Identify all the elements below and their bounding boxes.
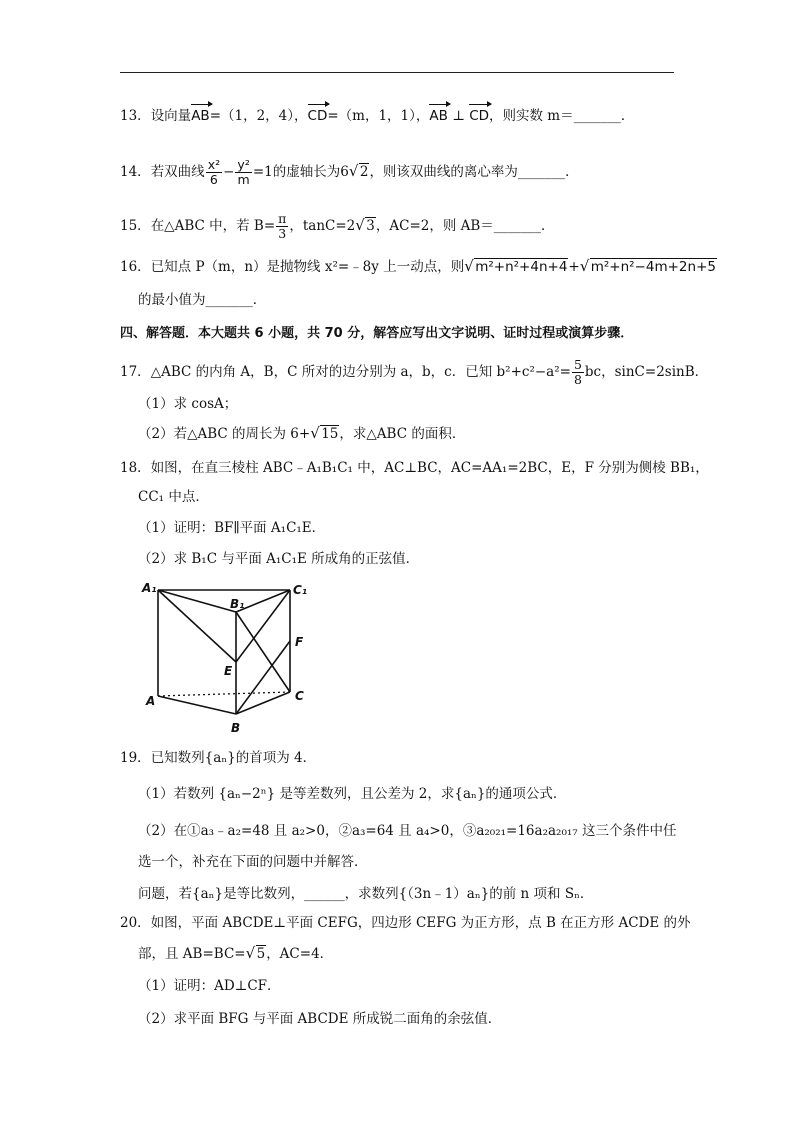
text: 部，且 AB=BC=	[138, 946, 246, 962]
text: =（m，1，1），	[327, 108, 430, 124]
radicand: 2	[359, 164, 369, 180]
question-18-part-1: （1）证明：BF∥平面 A₁C₁E．	[138, 520, 326, 536]
label-b1: B₁	[230, 597, 245, 611]
question-19-cont: 选一个，补充在下面的问题中并解答．	[138, 854, 368, 870]
section-heading: 四、解答题．本大题共 6 小题，共 70 分，解答应写出文字说明、证时过程或演算步骤．	[120, 326, 634, 341]
radicand: 5	[256, 946, 266, 962]
numerator: x²	[207, 157, 221, 172]
question-18-cont: CC₁ 中点．	[138, 489, 209, 505]
header-rule	[120, 72, 674, 73]
question-20-part-1: （1）证明：AD⊥CF．	[138, 978, 281, 994]
sqrt	[246, 944, 267, 964]
label-b: B	[231, 721, 241, 735]
question-17	[120, 358, 708, 387]
sqrt	[464, 257, 568, 277]
label-f: F	[295, 635, 304, 649]
text: ，tanC=2	[289, 218, 356, 234]
question-13	[120, 106, 634, 126]
question-20-cont	[138, 944, 333, 964]
sqrt	[310, 424, 339, 444]
numerator: y²	[237, 157, 250, 172]
question-15	[120, 212, 555, 241]
question-17-part-1: （1）求 cosA；	[138, 396, 238, 412]
text: 若双曲线	[150, 164, 205, 180]
question-18	[120, 458, 709, 478]
denominator: 6	[209, 172, 218, 187]
question-19	[120, 748, 316, 768]
question-16	[120, 257, 717, 277]
minus: −	[223, 164, 235, 180]
question-17-part-2	[138, 424, 465, 444]
plus: +	[568, 259, 580, 275]
question-18-part-2: （2）求 B₁C 与平面 A₁C₁E 所成角的正弦值．	[138, 551, 420, 567]
text: 设向量	[150, 108, 192, 124]
question-20	[120, 913, 691, 933]
sqrt	[580, 257, 717, 277]
denominator: 3	[278, 226, 287, 241]
radicand: m²+n²+4n+4	[475, 259, 568, 275]
numerator: 5	[573, 357, 582, 372]
text: 已知点 P（m，n）是抛物线 x²=﹣8y 上一动点，则	[150, 259, 465, 275]
vector-cd: CD	[469, 108, 490, 124]
label-c1: C₁	[293, 583, 308, 597]
text: 如图，在直三棱柱 ABC﹣A₁B₁C₁ 中，AC⊥BC，AC=AA₁=2BC，E，F 分别为侧棱 BB₁，	[150, 460, 709, 476]
question-16-cont: 的最小值为_______．	[138, 292, 267, 308]
question-number: 19．	[120, 750, 151, 766]
fraction-x	[206, 158, 222, 187]
label-a1: A₁	[142, 582, 157, 595]
question-number: 15．	[120, 218, 151, 234]
text: =（1，2，4），	[209, 108, 308, 124]
question-14	[120, 158, 579, 187]
sqrt	[349, 162, 370, 182]
question-number: 16．	[120, 259, 151, 275]
text: ，求△ABC 的面积．	[339, 426, 466, 442]
fraction	[572, 358, 584, 387]
radicand: 15	[321, 426, 339, 442]
question-number: 18．	[120, 460, 151, 476]
text: ，AC=2，则 AB＝_______．	[375, 218, 555, 234]
text: 如图，平面 ABCDE⊥平面 CEFG，四边形 CEFG 为正方形，点 B 在正方形 ACDE 的外	[150, 915, 691, 931]
question-number: 20．	[120, 915, 151, 931]
question-number: 17．	[120, 364, 151, 380]
prism-figure	[140, 582, 320, 737]
text: bc，sinC=2sinB．	[584, 364, 709, 380]
question-19-part-1: （1）若数列 {aₙ−2ⁿ} 是等差数列，且公差为 2，求{aₙ}的通项公式．	[138, 786, 567, 802]
question-20-part-2: （2）求平面 BFG 与平面 ABCDE 所成锐二面角的余弦值．	[138, 1011, 502, 1027]
vector-ab: AB	[191, 108, 210, 124]
denominator: 8	[573, 372, 582, 387]
perp-symbol: ⊥	[447, 108, 470, 124]
question-number: 14．	[120, 164, 151, 180]
label-a: A	[146, 694, 156, 708]
fraction-y	[235, 158, 251, 187]
vector-ab: AB	[429, 108, 448, 124]
numerator: π	[278, 211, 287, 226]
vector-cd: CD	[307, 108, 328, 124]
text: △ABC 的内角 A，B，C 所对的边分别为 a，b，c．已知 b²+c²−a²=	[150, 364, 571, 380]
fraction-pi	[276, 212, 288, 241]
radicand: m²+n²−4m+2n+5	[590, 259, 716, 275]
text: ，则该双曲线的离心率为_______．	[369, 164, 579, 180]
question-19-problem: 问题，若{aₙ}是等比数列，______，求数列{（3n﹣1）aₙ}的前 n 项和 Sₙ．	[138, 886, 594, 902]
sqrt	[355, 216, 376, 236]
radicand: 3	[366, 218, 375, 234]
text: 已知数列{aₙ}的首项为 4．	[150, 750, 317, 766]
question-19-part-2: （2）在①a₃﹣a₂=48 且 a₂>0，②a₃=64 且 a₄>0，③a₂₀₂₁=16a₂a₂₀₁₇ 这三个条件中任	[138, 823, 677, 839]
text: =1的虚轴长为6	[252, 164, 349, 180]
text: ，则实数 m＝_______．	[489, 108, 635, 124]
question-number: 13．	[120, 108, 151, 124]
text: （2）若△ABC 的周长为 6+	[138, 426, 311, 442]
label-c: C	[295, 689, 304, 703]
denominator: m	[237, 172, 250, 187]
text: 在△ABC 中，若 B=	[150, 218, 276, 234]
label-e: E	[224, 664, 233, 678]
text: ，AC=4．	[266, 946, 334, 962]
